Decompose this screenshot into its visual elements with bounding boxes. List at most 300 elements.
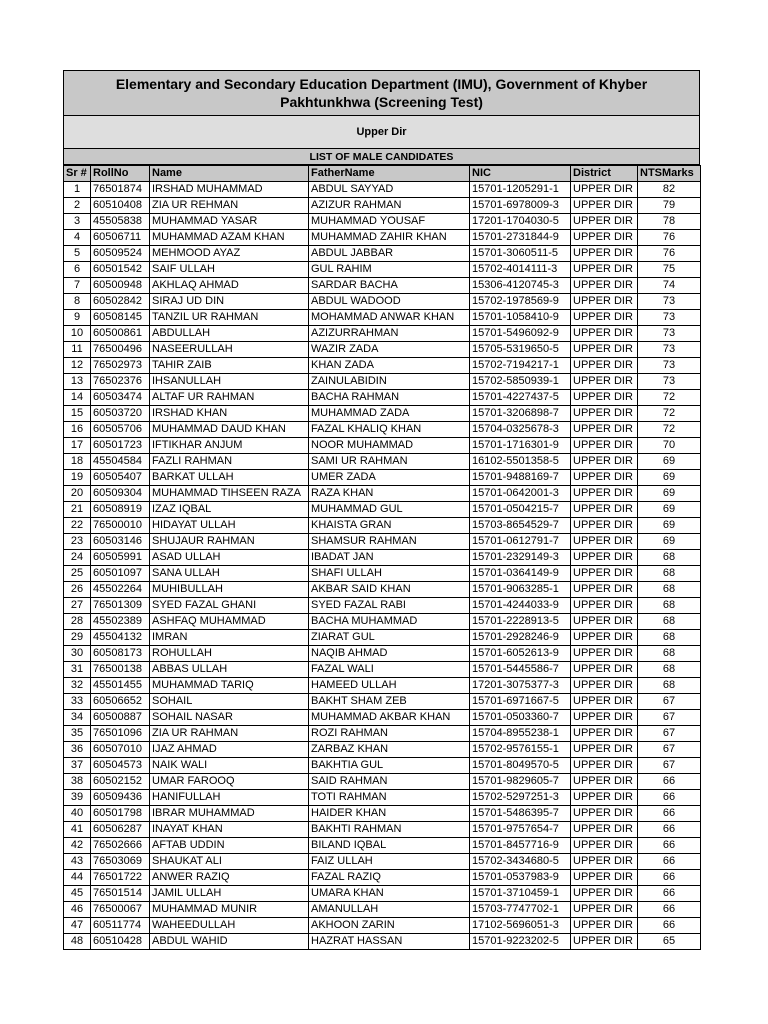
- table-row: [64, 310, 701, 326]
- rollno-cell: 45502389: [91, 614, 150, 630]
- sr-cell: 13: [64, 374, 91, 390]
- nic-cell: 15701-5496092-9: [470, 326, 571, 342]
- district-cell: UPPER DIR: [571, 774, 638, 790]
- fathername-cell: SAMI UR RAHMAN: [309, 454, 470, 470]
- nic-cell: 15701-3060511-5: [470, 246, 571, 262]
- rollno-cell: 76501514: [91, 886, 150, 902]
- marks-cell: 68: [638, 678, 701, 694]
- rollno-cell: 60505991: [91, 550, 150, 566]
- nic-cell: 15704-0325678-3: [470, 422, 571, 438]
- name-cell: SOHAIL NASAR: [150, 710, 309, 726]
- fathername-cell: MUHAMMAD ZAHIR KHAN: [309, 230, 470, 246]
- sr-cell: 25: [64, 566, 91, 582]
- nic-cell: 15701-9063285-1: [470, 582, 571, 598]
- rollno-cell: 60509524: [91, 246, 150, 262]
- nic-cell: 15701-8457716-9: [470, 838, 571, 854]
- sr-cell: 16: [64, 422, 91, 438]
- rollno-cell: 60509436: [91, 790, 150, 806]
- rollno-cell: 60503146: [91, 534, 150, 550]
- sr-cell: 37: [64, 758, 91, 774]
- table-row: [64, 870, 701, 886]
- fathername-cell: FAIZ ULLAH: [309, 854, 470, 870]
- fathername-cell: SAID RAHMAN: [309, 774, 470, 790]
- table-row: [64, 742, 701, 758]
- nic-cell: 15701-9829605-7: [470, 774, 571, 790]
- table-row: [64, 758, 701, 774]
- fathername-cell: WAZIR ZADA: [309, 342, 470, 358]
- district-cell: UPPER DIR: [571, 486, 638, 502]
- nic-cell: 17201-3075377-3: [470, 678, 571, 694]
- sr-cell: 1: [64, 182, 91, 198]
- district-cell: UPPER DIR: [571, 678, 638, 694]
- district-cell: UPPER DIR: [571, 646, 638, 662]
- district-cell: UPPER DIR: [571, 518, 638, 534]
- fathername-cell: MUHAMMAD GUL: [309, 502, 470, 518]
- sr-cell: 15: [64, 406, 91, 422]
- rollno-cell: 76502376: [91, 374, 150, 390]
- table-row: [64, 182, 701, 198]
- marks-cell: 69: [638, 502, 701, 518]
- sr-cell: 2: [64, 198, 91, 214]
- fathername-cell: IBADAT JAN: [309, 550, 470, 566]
- sr-cell: 43: [64, 854, 91, 870]
- rollno-cell: 60508145: [91, 310, 150, 326]
- name-cell: IFTIKHAR ANJUM: [150, 438, 309, 454]
- sr-cell: 31: [64, 662, 91, 678]
- fathername-cell: GUL RAHIM: [309, 262, 470, 278]
- district-cell: UPPER DIR: [571, 534, 638, 550]
- marks-cell: 67: [638, 742, 701, 758]
- rollno-cell: 45505838: [91, 214, 150, 230]
- sr-cell: 39: [64, 790, 91, 806]
- fathername-cell: MUHAMMAD ZADA: [309, 406, 470, 422]
- marks-cell: 66: [638, 790, 701, 806]
- fathername-cell: NOOR MUHAMMAD: [309, 438, 470, 454]
- sr-cell: 27: [64, 598, 91, 614]
- district-cell: UPPER DIR: [571, 470, 638, 486]
- rollno-cell: 60502842: [91, 294, 150, 310]
- table-row: [64, 198, 701, 214]
- nic-cell: 15701-2228913-5: [470, 614, 571, 630]
- sr-cell: 33: [64, 694, 91, 710]
- fathername-cell: ZARBAZ KHAN: [309, 742, 470, 758]
- district-cell: UPPER DIR: [571, 246, 638, 262]
- fathername-cell: SARDAR BACHA: [309, 278, 470, 294]
- marks-cell: 68: [638, 566, 701, 582]
- nic-cell: 15701-5486395-7: [470, 806, 571, 822]
- name-cell: MUHAMMAD YASAR: [150, 214, 309, 230]
- name-cell: MUHAMMAD DAUD KHAN: [150, 422, 309, 438]
- fathername-cell: BAKHTI RAHMAN: [309, 822, 470, 838]
- rollno-cell: 76500496: [91, 342, 150, 358]
- rollno-cell: 60501097: [91, 566, 150, 582]
- table-row: [64, 646, 701, 662]
- column-header-sr: Sr #: [64, 166, 91, 182]
- marks-cell: 73: [638, 326, 701, 342]
- sr-cell: 20: [64, 486, 91, 502]
- column-header-district: District: [571, 166, 638, 182]
- district-cell: UPPER DIR: [571, 390, 638, 406]
- table-row: [64, 358, 701, 374]
- fathername-cell: BILAND IQBAL: [309, 838, 470, 854]
- rollno-cell: 76502666: [91, 838, 150, 854]
- fathername-cell: HAIDER KHAN: [309, 806, 470, 822]
- name-cell: TANZIL UR RAHMAN: [150, 310, 309, 326]
- nic-cell: 15702-7194217-1: [470, 358, 571, 374]
- sr-cell: 21: [64, 502, 91, 518]
- marks-cell: 66: [638, 870, 701, 886]
- table-row: [64, 822, 701, 838]
- sr-cell: 41: [64, 822, 91, 838]
- fathername-cell: ROZI RAHMAN: [309, 726, 470, 742]
- rollno-cell: 76501722: [91, 870, 150, 886]
- nic-cell: 15704-8955238-1: [470, 726, 571, 742]
- fathername-cell: ZIARAT GUL: [309, 630, 470, 646]
- table-row: [64, 566, 701, 582]
- fathername-cell: ABDUL WADOOD: [309, 294, 470, 310]
- name-cell: ZIA UR REHMAN: [150, 198, 309, 214]
- fathername-cell: SHAFI ULLAH: [309, 566, 470, 582]
- name-cell: SANA ULLAH: [150, 566, 309, 582]
- name-cell: ASHFAQ MUHAMMAD: [150, 614, 309, 630]
- name-cell: WAHEEDULLAH: [150, 918, 309, 934]
- sr-cell: 12: [64, 358, 91, 374]
- rollno-cell: 60500948: [91, 278, 150, 294]
- nic-cell: 15701-0612791-7: [470, 534, 571, 550]
- district-cell: UPPER DIR: [571, 662, 638, 678]
- marks-cell: 76: [638, 230, 701, 246]
- fathername-cell: SHAMSUR RAHMAN: [309, 534, 470, 550]
- name-cell: SYED FAZAL GHANI: [150, 598, 309, 614]
- district-cell: UPPER DIR: [571, 742, 638, 758]
- name-cell: ALTAF UR RAHMAN: [150, 390, 309, 406]
- table-row: [64, 278, 701, 294]
- table-row: [64, 214, 701, 230]
- district-cell: UPPER DIR: [571, 758, 638, 774]
- table-header-row: [64, 166, 701, 182]
- table-row: [64, 262, 701, 278]
- district-cell: UPPER DIR: [571, 566, 638, 582]
- name-cell: BARKAT ULLAH: [150, 470, 309, 486]
- document-title: Elementary and Secondary Education Department (IMU), Government of Khyber Pakhtunkhwa (Screening Test): [63, 70, 700, 116]
- table-row: [64, 630, 701, 646]
- marks-cell: 74: [638, 278, 701, 294]
- fathername-cell: AMANULLAH: [309, 902, 470, 918]
- name-cell: MUHAMMAD MUNIR: [150, 902, 309, 918]
- marks-cell: 73: [638, 342, 701, 358]
- table-row: [64, 550, 701, 566]
- name-cell: SIRAJ UD DIN: [150, 294, 309, 310]
- name-cell: IRSHAD KHAN: [150, 406, 309, 422]
- district-cell: UPPER DIR: [571, 406, 638, 422]
- rollno-cell: 60506711: [91, 230, 150, 246]
- rollno-cell: 60510408: [91, 198, 150, 214]
- district-cell: UPPER DIR: [571, 342, 638, 358]
- sr-cell: 6: [64, 262, 91, 278]
- nic-cell: 15701-0503360-7: [470, 710, 571, 726]
- nic-cell: 15703-7747702-1: [470, 902, 571, 918]
- rollno-cell: 76500010: [91, 518, 150, 534]
- marks-cell: 76: [638, 246, 701, 262]
- marks-cell: 69: [638, 518, 701, 534]
- district-cell: UPPER DIR: [571, 582, 638, 598]
- rollno-cell: 60501723: [91, 438, 150, 454]
- marks-cell: 68: [638, 598, 701, 614]
- marks-cell: 75: [638, 262, 701, 278]
- nic-cell: 15701-0364149-9: [470, 566, 571, 582]
- nic-cell: 15703-8654529-7: [470, 518, 571, 534]
- marks-cell: 69: [638, 454, 701, 470]
- table-row: [64, 886, 701, 902]
- sr-cell: 18: [64, 454, 91, 470]
- sr-cell: 26: [64, 582, 91, 598]
- table-row: [64, 246, 701, 262]
- marks-cell: 66: [638, 774, 701, 790]
- marks-cell: 66: [638, 886, 701, 902]
- rollno-cell: 60508919: [91, 502, 150, 518]
- district-cell: UPPER DIR: [571, 198, 638, 214]
- marks-cell: 66: [638, 854, 701, 870]
- name-cell: HIDAYAT ULLAH: [150, 518, 309, 534]
- rollno-cell: 60503720: [91, 406, 150, 422]
- table-row: [64, 454, 701, 470]
- table-row: [64, 406, 701, 422]
- fathername-cell: RAZA KHAN: [309, 486, 470, 502]
- marks-cell: 82: [638, 182, 701, 198]
- nic-cell: 15701-1058410-9: [470, 310, 571, 326]
- fathername-cell: BACHA MUHAMMAD: [309, 614, 470, 630]
- district-cell: UPPER DIR: [571, 854, 638, 870]
- fathername-cell: BAKHT SHAM ZEB: [309, 694, 470, 710]
- marks-cell: 68: [638, 662, 701, 678]
- table-row: [64, 774, 701, 790]
- table-row: [64, 502, 701, 518]
- district-cell: UPPER DIR: [571, 710, 638, 726]
- name-cell: MUHAMMAD TARIQ: [150, 678, 309, 694]
- name-cell: IZAZ IQBAL: [150, 502, 309, 518]
- rollno-cell: 45502264: [91, 582, 150, 598]
- column-header-nic: NIC: [470, 166, 571, 182]
- sr-cell: 11: [64, 342, 91, 358]
- marks-cell: 66: [638, 918, 701, 934]
- table-row: [64, 390, 701, 406]
- name-cell: MEHMOOD AYAZ: [150, 246, 309, 262]
- fathername-cell: AZIZURRAHMAN: [309, 326, 470, 342]
- nic-cell: 15701-9223202-5: [470, 934, 571, 950]
- nic-cell: 15701-0642001-3: [470, 486, 571, 502]
- table-row: [64, 710, 701, 726]
- marks-cell: 78: [638, 214, 701, 230]
- table-row: [64, 486, 701, 502]
- sr-cell: 5: [64, 246, 91, 262]
- table-row: [64, 374, 701, 390]
- rollno-cell: 60501798: [91, 806, 150, 822]
- district-cell: UPPER DIR: [571, 550, 638, 566]
- fathername-cell: NAQIB AHMAD: [309, 646, 470, 662]
- rollno-cell: 45501455: [91, 678, 150, 694]
- sr-cell: 30: [64, 646, 91, 662]
- rollno-cell: 60508173: [91, 646, 150, 662]
- rollno-cell: 76503069: [91, 854, 150, 870]
- table-row: [64, 438, 701, 454]
- nic-cell: 15701-9757654-7: [470, 822, 571, 838]
- marks-cell: 67: [638, 710, 701, 726]
- nic-cell: 15701-6052613-9: [470, 646, 571, 662]
- sr-cell: 32: [64, 678, 91, 694]
- sr-cell: 38: [64, 774, 91, 790]
- table-body: [64, 182, 701, 950]
- rollno-cell: 45504584: [91, 454, 150, 470]
- name-cell: SHUJAUR RAHMAN: [150, 534, 309, 550]
- rollno-cell: 60500861: [91, 326, 150, 342]
- nic-cell: 15702-5297251-3: [470, 790, 571, 806]
- marks-cell: 66: [638, 822, 701, 838]
- sr-cell: 24: [64, 550, 91, 566]
- nic-cell: 15306-4120745-3: [470, 278, 571, 294]
- fathername-cell: ZAINULABIDIN: [309, 374, 470, 390]
- fathername-cell: TOTI RAHMAN: [309, 790, 470, 806]
- rollno-cell: 76500138: [91, 662, 150, 678]
- fathername-cell: FAZAL RAZIQ: [309, 870, 470, 886]
- table-row: [64, 614, 701, 630]
- fathername-cell: FAZAL WALI: [309, 662, 470, 678]
- name-cell: FAZLI RAHMAN: [150, 454, 309, 470]
- nic-cell: 15701-2731844-9: [470, 230, 571, 246]
- district-cell: UPPER DIR: [571, 918, 638, 934]
- name-cell: IHSANULLAH: [150, 374, 309, 390]
- table-row: [64, 838, 701, 854]
- rollno-cell: 60504573: [91, 758, 150, 774]
- marks-cell: 66: [638, 806, 701, 822]
- table-row: [64, 726, 701, 742]
- district-cell: UPPER DIR: [571, 278, 638, 294]
- district-cell: UPPER DIR: [571, 790, 638, 806]
- name-cell: ABDUL WAHID: [150, 934, 309, 950]
- marks-cell: 73: [638, 358, 701, 374]
- fathername-cell: SYED FAZAL RABI: [309, 598, 470, 614]
- column-header-rollno: RollNo: [91, 166, 150, 182]
- list-title: LIST OF MALE CANDIDATES: [63, 149, 700, 165]
- district-cell: UPPER DIR: [571, 902, 638, 918]
- sr-cell: 35: [64, 726, 91, 742]
- nic-cell: 15701-0504215-7: [470, 502, 571, 518]
- table-row: [64, 854, 701, 870]
- fathername-cell: HAMEED ULLAH: [309, 678, 470, 694]
- district-cell: UPPER DIR: [571, 502, 638, 518]
- sr-cell: 34: [64, 710, 91, 726]
- rollno-cell: 76501874: [91, 182, 150, 198]
- name-cell: NASEERULLAH: [150, 342, 309, 358]
- district-cell: UPPER DIR: [571, 182, 638, 198]
- table-row: [64, 470, 701, 486]
- district-cell: UPPER DIR: [571, 934, 638, 950]
- marks-cell: 73: [638, 310, 701, 326]
- marks-cell: 72: [638, 390, 701, 406]
- name-cell: ANWER RAZIQ: [150, 870, 309, 886]
- sr-cell: 42: [64, 838, 91, 854]
- rollno-cell: 60505407: [91, 470, 150, 486]
- table-row: [64, 934, 701, 950]
- nic-cell: 15701-2928246-9: [470, 630, 571, 646]
- nic-cell: 15702-9576155-1: [470, 742, 571, 758]
- nic-cell: 15701-1205291-1: [470, 182, 571, 198]
- sr-cell: 29: [64, 630, 91, 646]
- sr-cell: 7: [64, 278, 91, 294]
- marks-cell: 73: [638, 294, 701, 310]
- nic-cell: 15701-6971667-5: [470, 694, 571, 710]
- nic-cell: 15701-5445586-7: [470, 662, 571, 678]
- column-header-ntsmarks: NTSMarks: [638, 166, 701, 182]
- table-row: [64, 518, 701, 534]
- name-cell: MUHIBULLAH: [150, 582, 309, 598]
- district-cell: UPPER DIR: [571, 822, 638, 838]
- name-cell: SHAUKAT ALI: [150, 854, 309, 870]
- table-row: [64, 662, 701, 678]
- sr-cell: 47: [64, 918, 91, 934]
- table-row: [64, 790, 701, 806]
- marks-cell: 69: [638, 470, 701, 486]
- district-cell: UPPER DIR: [571, 726, 638, 742]
- table-row: [64, 694, 701, 710]
- nic-cell: 15702-3434680-5: [470, 854, 571, 870]
- candidates-table: [63, 165, 701, 950]
- marks-cell: 69: [638, 486, 701, 502]
- name-cell: TAHIR ZAIB: [150, 358, 309, 374]
- region-heading: Upper Dir: [63, 116, 700, 149]
- nic-cell: 15705-5319650-5: [470, 342, 571, 358]
- rollno-cell: 76502973: [91, 358, 150, 374]
- fathername-cell: KHAN ZADA: [309, 358, 470, 374]
- name-cell: ZIA UR RAHMAN: [150, 726, 309, 742]
- district-cell: UPPER DIR: [571, 358, 638, 374]
- marks-cell: 66: [638, 838, 701, 854]
- district-cell: UPPER DIR: [571, 614, 638, 630]
- sr-cell: 28: [64, 614, 91, 630]
- marks-cell: 73: [638, 374, 701, 390]
- table-row: [64, 326, 701, 342]
- nic-cell: 15701-4244033-9: [470, 598, 571, 614]
- table-row: [64, 582, 701, 598]
- sr-cell: 36: [64, 742, 91, 758]
- table-row: [64, 342, 701, 358]
- name-cell: ASAD ULLAH: [150, 550, 309, 566]
- sr-cell: 17: [64, 438, 91, 454]
- fathername-cell: AKBAR SAID KHAN: [309, 582, 470, 598]
- district-cell: UPPER DIR: [571, 230, 638, 246]
- sr-cell: 4: [64, 230, 91, 246]
- marks-cell: 70: [638, 438, 701, 454]
- district-cell: UPPER DIR: [571, 422, 638, 438]
- nic-cell: 15701-4227437-5: [470, 390, 571, 406]
- name-cell: NAIK WALI: [150, 758, 309, 774]
- sr-cell: 14: [64, 390, 91, 406]
- sr-cell: 9: [64, 310, 91, 326]
- district-cell: UPPER DIR: [571, 838, 638, 854]
- nic-cell: 15701-2329149-3: [470, 550, 571, 566]
- sr-cell: 19: [64, 470, 91, 486]
- marks-cell: 68: [638, 614, 701, 630]
- district-cell: UPPER DIR: [571, 870, 638, 886]
- name-cell: IJAZ AHMAD: [150, 742, 309, 758]
- name-cell: MUHAMMAD AZAM KHAN: [150, 230, 309, 246]
- rollno-cell: 60506652: [91, 694, 150, 710]
- district-cell: UPPER DIR: [571, 262, 638, 278]
- fathername-cell: MUHAMMAD YOUSAF: [309, 214, 470, 230]
- fathername-cell: KHAISTA GRAN: [309, 518, 470, 534]
- district-cell: UPPER DIR: [571, 310, 638, 326]
- name-cell: ABBAS ULLAH: [150, 662, 309, 678]
- fathername-cell: ABDUL JABBAR: [309, 246, 470, 262]
